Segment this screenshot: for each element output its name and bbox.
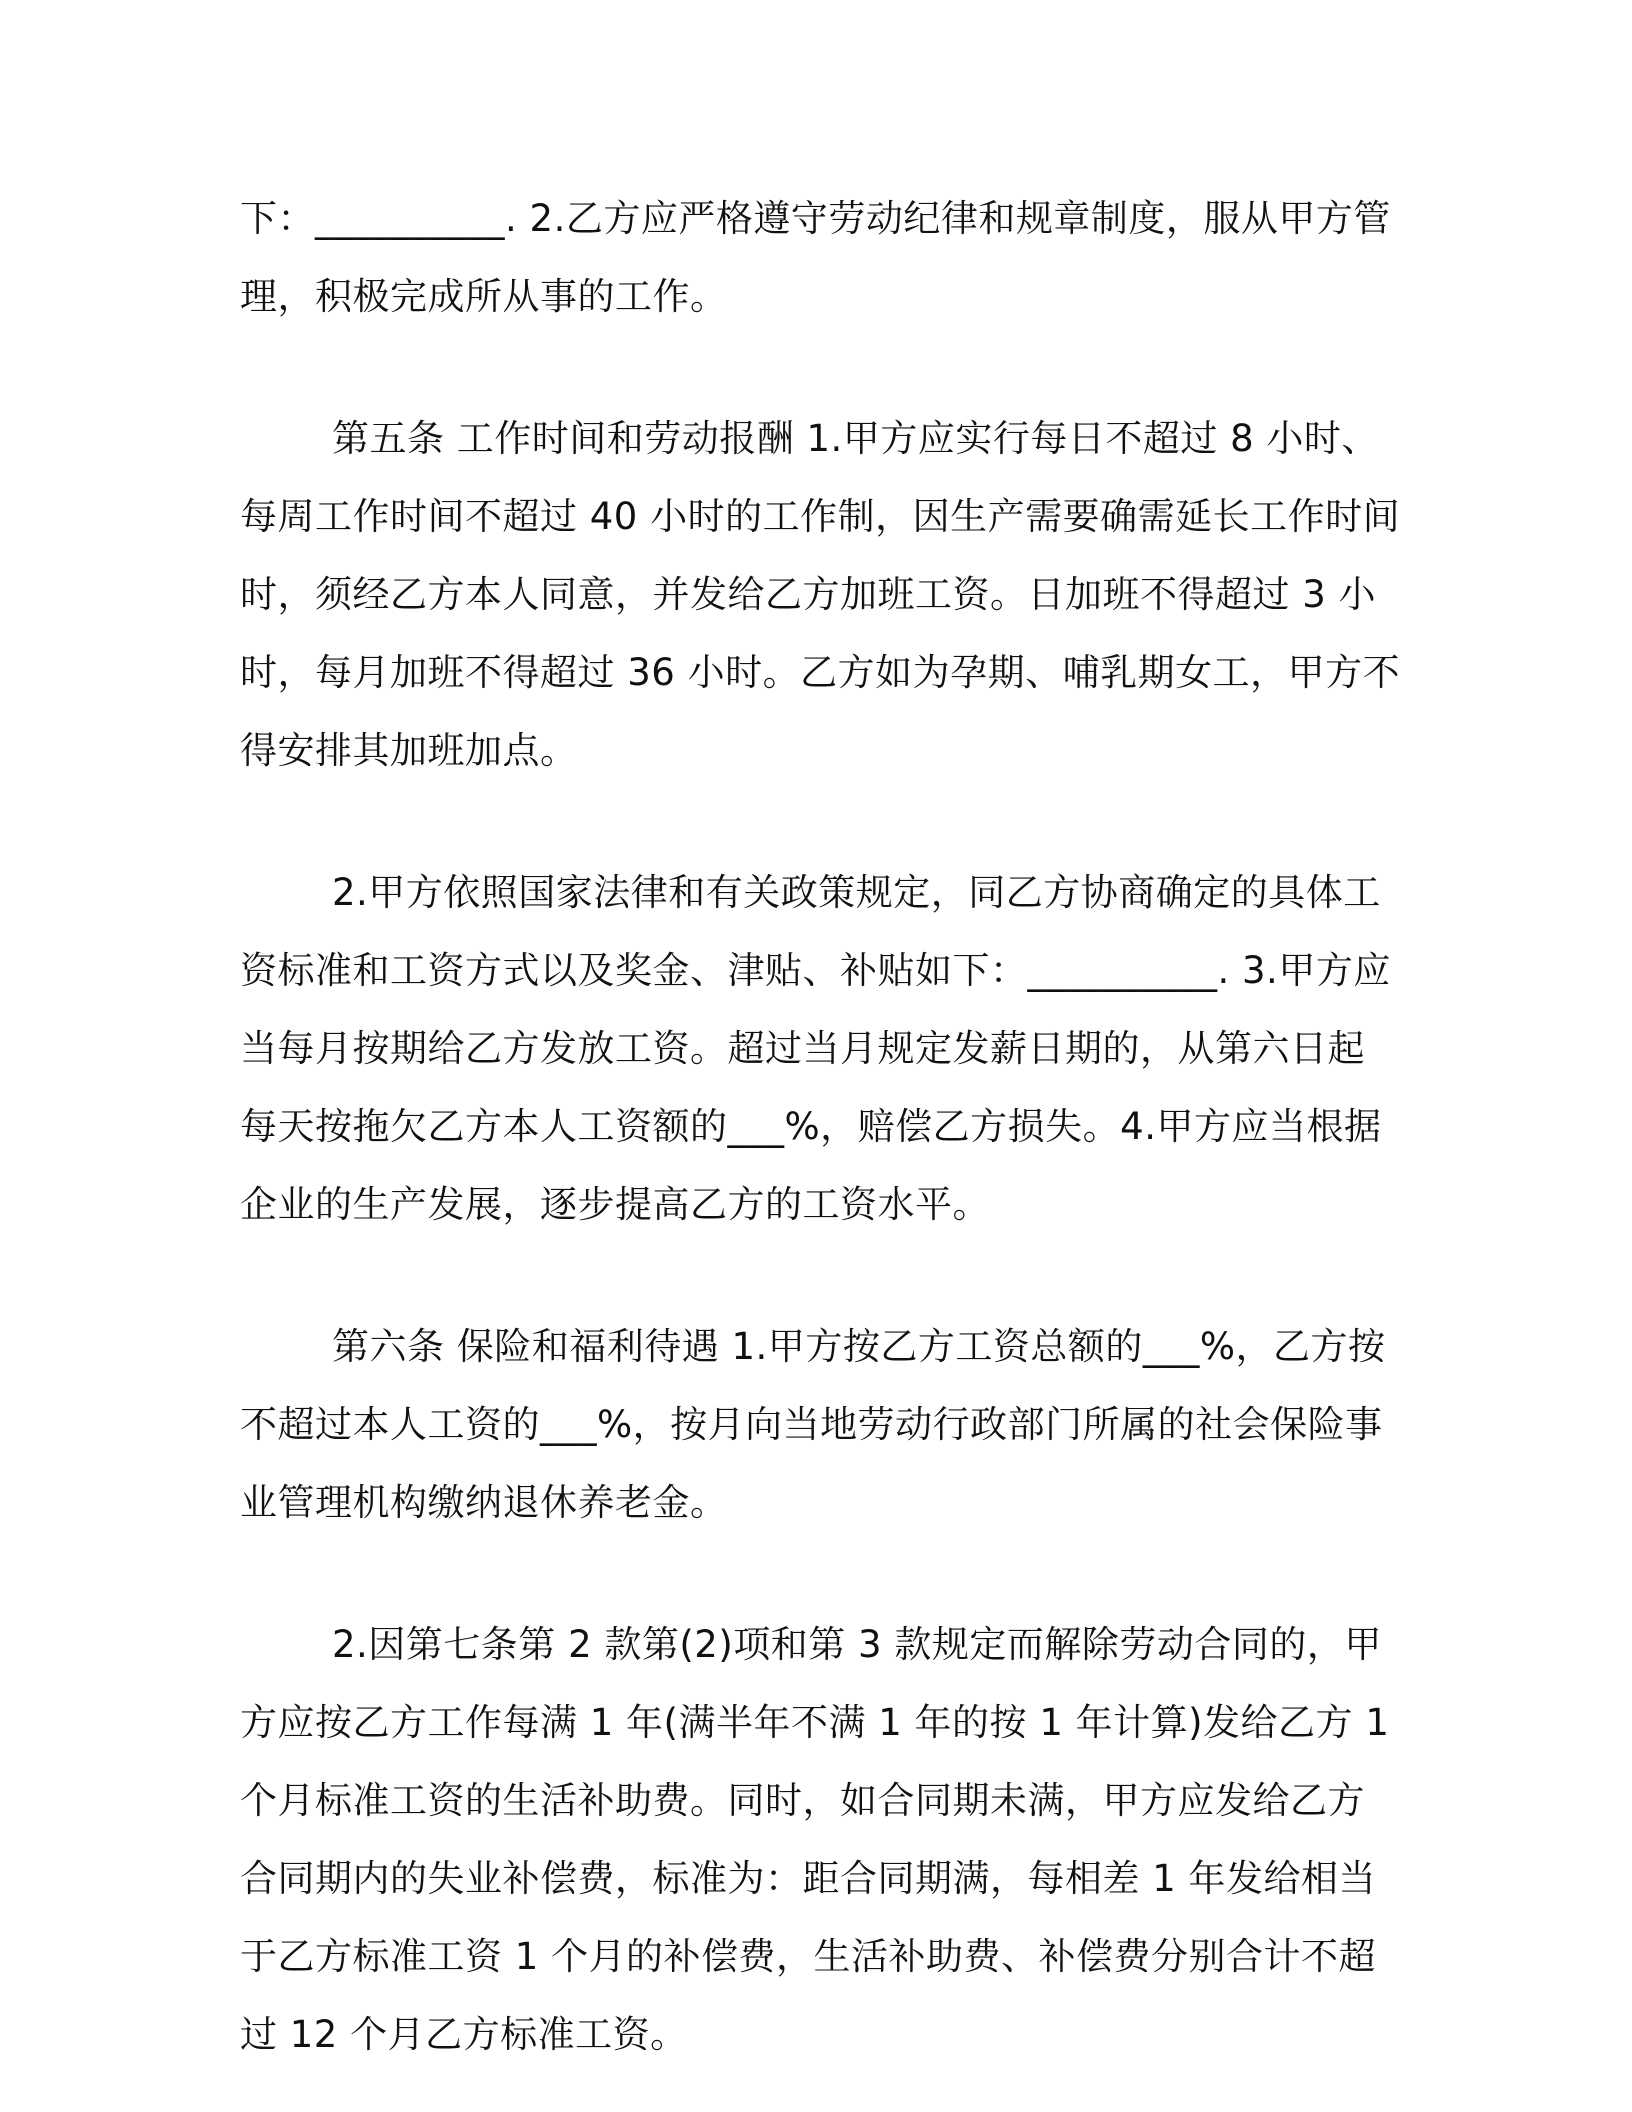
text-line: 业管理机构缴纳退休养老金。	[240, 1481, 728, 1524]
text-line: 下：__________. 2.乙方应严格遵守劳动纪律和规章制度，服从甲方管	[240, 197, 1391, 240]
section-heading-line: 第六条 保险和福利待遇 1.甲方按乙方工资总额的___%，乙方按	[332, 1325, 1386, 1368]
text-line: 当每月按期给乙方发放工资。超过当月规定发薪日期的，从第六日起	[240, 1027, 1365, 1070]
text-line: 方应按乙方工作每满 1 年(满半年不满 1 年的按 1 年计算)发给乙方 1	[240, 1701, 1390, 1744]
text-line: 于乙方标准工资 1 个月的补偿费，生活补助费、补偿费分别合计不超	[240, 1935, 1377, 1978]
text-line: 每周工作时间不超过 40 小时的工作制，因生产需要确需延长工作时间	[240, 495, 1401, 538]
text-line: 时，每月加班不得超过 36 小时。乙方如为孕期、哺乳期女工，甲方不	[240, 651, 1401, 694]
text-line: 得安排其加班加点。	[240, 729, 578, 772]
text-line: 企业的生产发展，逐步提高乙方的工资水平。	[240, 1183, 990, 1226]
text-line: 理，积极完成所从事的工作。	[240, 275, 728, 318]
section-heading-line: 第五条 工作时间和劳动报酬 1.甲方应实行每日不超过 8 小时、	[332, 417, 1379, 460]
text-line: 资标准和工资方式以及奖金、津贴、补贴如下：__________. 3.甲方应	[240, 949, 1391, 992]
text-line: 不超过本人工资的___%，按月向当地劳动行政部门所属的社会保险事	[240, 1403, 1383, 1446]
text-line: 过 12 个月乙方标准工资。	[240, 2013, 688, 2056]
text-line: 个月标准工资的生活补助费。同时，如合同期未满，甲方应发给乙方	[240, 1779, 1365, 1822]
text-line: 每天按拖欠乙方本人工资额的___%，赔偿乙方损失。4.甲方应当根据	[240, 1105, 1382, 1148]
document-page	[240, 180, 1401, 2056]
text-line: 时，须经乙方本人同意，并发给乙方加班工资。日加班不得超过 3 小	[240, 573, 1377, 616]
text-line: 合同期内的失业补偿费，标准为：距合同期满，每相差 1 年发给相当	[240, 1857, 1377, 1900]
text-line: 2.甲方依照国家法律和有关政策规定，同乙方协商确定的具体工	[332, 871, 1381, 914]
text-line: 2.因第七条第 2 款第(2)项和第 3 款规定而解除劳动合同的，甲	[332, 1623, 1382, 1666]
